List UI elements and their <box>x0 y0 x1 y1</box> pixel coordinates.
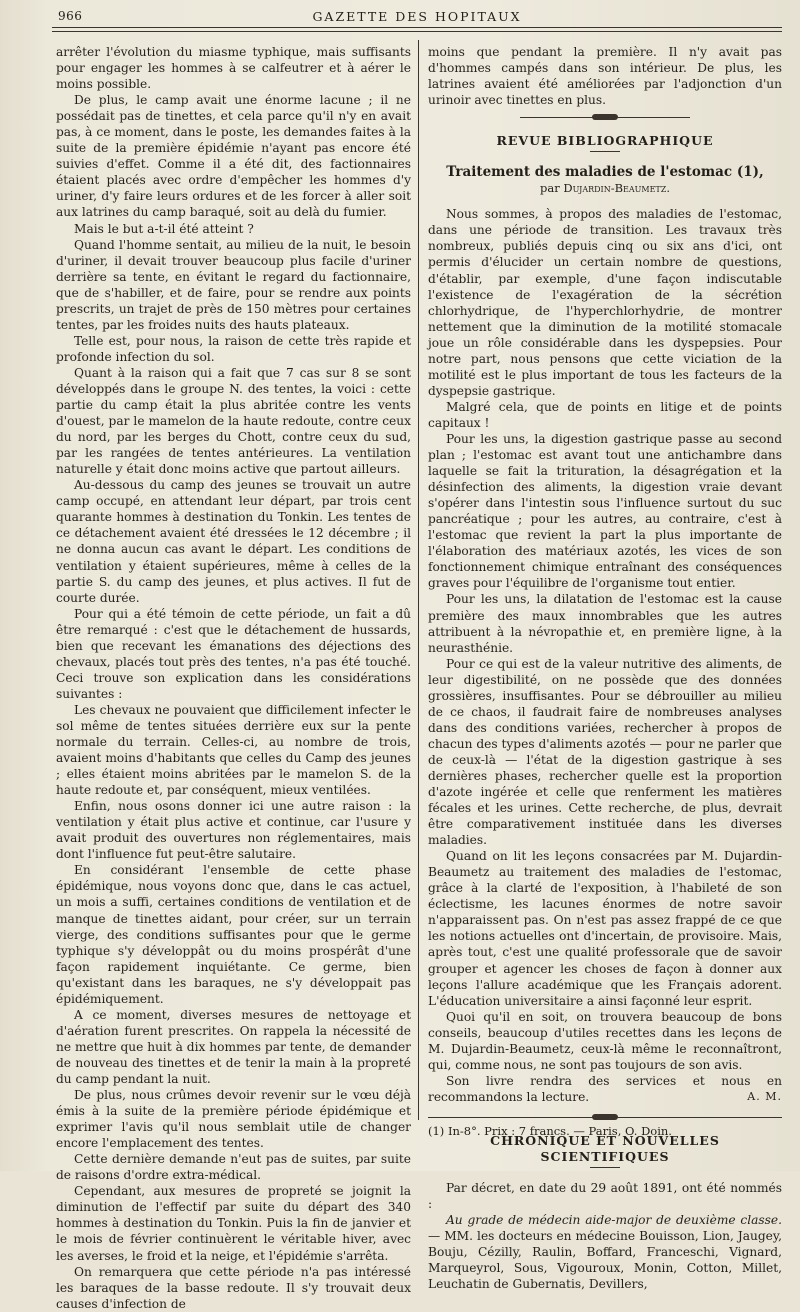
footnote: (1) In-8°. Prix : 7 francs. — Paris, O. Doin. <box>428 1124 672 1138</box>
signature: A. M. <box>747 1089 782 1103</box>
column-divider <box>418 40 419 1120</box>
paragraph: Pour les uns, la dilatation de l'estomac est la cause première des maux innombrables que les autres attribuent à la névropathie et, en première ligne, à la neurasthénie. <box>428 592 782 655</box>
page-number: 966 <box>58 9 83 23</box>
paragraph: Pour ce qui est de la valeur nutritive des aliments, de leur digestibilité, on ne possède que des données grossières, insuffisantes. Pour se débrouiller au milieu de ce chaos, il faudrait faire de nombreuses analyses dans des conditions variées, rechercher à propos de chacun des types d'aliments azotés — pour ne parler que de ceux-là — l'état de la digestion gastrique à ses dernières phases, rechercher quelle est la proportion d'azote ingérée et celle que renferment les matières fécales et les urines. Cette recherche, de plus, devrait être comparativement instituée dans les diverses maladies. <box>428 656 782 848</box>
left-column <box>56 44 411 1312</box>
paragraph: Pour qui a été témoin de cette période, un fait a dû être remarqué : c'est que le détachement de hussards, bien que recevant les émanations des déjections des chevaux, placés tout près des tentes, n'a pas été touché. Ceci trouve son explication dans les considérations suivantes : <box>56 606 411 701</box>
paragraph: Quand l'homme sentait, au milieu de la nuit, le besoin d'uriner, il devait trouver beaucoup plus facile d'uriner derrière sa tente, en évitant le regard du factionnaire, que de s'habiller, et de faire, pour se rendre aux points prescrits, un trajet de près de 150 mètres pour certaines tentes, par les froides nuits des hauts plateaux. <box>56 237 411 332</box>
paragraph: arrêter l'évolution du miasme typhique, mais suffisants pour engager les hommes à se calfeutrer et à aérer le moins possible. <box>56 45 411 92</box>
grade-label: Au grade de médecin aide-major de deuxième classe. <box>446 1213 782 1228</box>
paragraph: De plus, le camp avait une énorme lacune ; il ne possédait pas de tinettes, et cela parce qu'il n'y en avait pas, à ce moment, dans le poste, les demandes faites à la suite de la première épidémie n'ayant pas encore été suivies d'effet. Comme il a été dit, des factionnaires étaient placés avec ordre d'empêcher les hommes d'y uriner, d'y faire leurs ordures et de les forcer à aller soit aux latrines du camp baraqué, soit au delà du fumier. <box>56 93 411 220</box>
paragraph: On remarquera que cette période n'a pas intéressé les baraques de la basse redoute. Il s'y trouvait deux causes d'infection de <box>56 1264 411 1311</box>
right-column <box>428 44 782 1292</box>
paragraph: Pour les uns, la digestion gastrique passe au second plan ; l'estomac est avant tout une antichambre dans laquelle se fait la trituration, la désagrégation et la désinfection des aliments, la digestion vraie devant s'opérer dans l'intestin sous l'influence surtout du suc pancréatique ; pour les autres, au contraire, c'est à l'estomac que revient la part la plus importante de l'élaboration des matériaux azotés, les vices de son fonctionnement chimique entraînant des conséquences graves pour l'équilibre de l'organisme tout entier. <box>428 431 782 591</box>
paragraph: Cependant, aux mesures de propreté se joignit la diminution de l'effectif par suite du départ des 340 hommes à destination du Tonkin. Puis la fin de janvier et le mois de février continuèrent le véritable hiver, avec les averses, le froid et la neige, et l'épidémie s'arrêta. <box>56 1184 411 1263</box>
paragraph: Malgré cela, que de points en litige et de points capitaux ! <box>428 399 782 430</box>
article-byline <box>428 180 782 196</box>
section-heading-chronicle: CHRONIQUE ET NOUVELLES SCIENTIFIQUES <box>490 1132 720 1164</box>
paragraph: De plus, nous crûmes devoir revenir sur le vœu déjà émis à la suite de la première période épidémique et exprimer l'avis qu'il nous semblait utile de changer encore l'emplacement des tentes. <box>56 1088 411 1151</box>
paragraph: moins que pendant la première. Il n'y avait pas d'hommes campés dans son intérieur. De plus, les latrines avaient été améliorées par l'adjonction d'un urinoir avec tinettes en plus. <box>428 45 782 108</box>
section-separator <box>428 113 782 121</box>
paragraph: A ce moment, diverses mesures de nettoyage et d'aération furent prescrites. On rappela la nécessité de ne mettre que huit à dix hommes par tente, de demander de nouveau des tinettes et de tenir la main à la propreté du camp pendant la nuit. <box>56 1007 411 1086</box>
heading-underline <box>590 1167 620 1168</box>
nomination-paragraph <box>428 1212 782 1292</box>
byline-prefix: par <box>540 181 560 196</box>
paragraph: Quoi qu'il en soit, on trouvera beaucoup de bons conseils, beaucoup d'utiles recettes dans les leçons de M. Dujardin-Beaumetz, ceux-là même le reconnaîtront, qui, comme nous, ne sont pas toujours de son avis. <box>428 1009 782 1072</box>
paragraph: Mais le but a-t-il été atteint ? <box>74 221 254 236</box>
paragraph: Enfin, nous osons donner ici une autre raison : la ventilation y était plus active et continue, car l'usure y avait produit des ouvertures non réglementaires, mais dont l'influence fut peut-être salutaire. <box>56 799 411 862</box>
header-rule <box>52 27 782 32</box>
paragraph: En considérant l'ensemble de cette phase épidémique, nous voyons donc que, dans le cas actuel, un mois a suffi, certaines conditions de ventilation et de manque de tinettes aidant, pour créer, sur un terrain vierge, des conditions suffisantes pour que le germe typhique s'y développât ou du moins prospérât d'une façon rapidement inquiétante. Ce germe, bien qu'existant dans les baraques, ne s'y développait pas épidémiquement. <box>56 863 411 1006</box>
paragraph: Telle est, pour nous, la raison de cette très rapide et profonde infection du sol. <box>56 333 411 364</box>
page-header <box>52 4 782 26</box>
paragraph: Par décret, en date du 29 août 1891, ont été nommés : <box>428 1181 782 1212</box>
paragraph-with-signature <box>428 1073 782 1105</box>
paragraph-text: Son livre rendra des services et nous en recommandons la lecture. <box>428 1073 782 1104</box>
paragraph: Cette dernière demande n'eut pas de suites, par suite de raisons d'ordre extra-médical. <box>56 1152 411 1183</box>
footnote-rule <box>428 1117 782 1118</box>
paragraph: Au-dessous du camp des jeunes se trouvait un autre camp occupé, en attendant leur départ, par trois cent quarante hommes à destination du Tonkin. Les tentes de ce détachement avaient été dressées le 12 décembre ; il ne donna aucun cas avant le départ. Les conditions de ventilation y étaient supérieures, même à celles de la partie S. du camp des jeunes, et plus actives. Il fut de courte durée. <box>56 478 411 605</box>
paragraph: Nous sommes, à propos des maladies de l'estomac, dans une période de transition. Les travaux très nombreux, publiés depuis cinq ou six ans d'ici, ont permis d'élucider un certain nombre de questions, d'établir, par exemple, d'une façon indiscutable l'existence de l'exagération de la sécrétion chlorhydrique, de l'hyperchlorhydrie, de montrer nettement que la diminution de la motilité stomacale joue un rôle considérable dans les dyspepsies. Pour notre part, nous pensons que cette viciation de la motilité est le plus important de tous les facteurs de la dyspepsie gastrique. <box>428 207 782 398</box>
section-heading-review: REVUE BIBLIOGRAPHIQUE <box>496 133 714 149</box>
running-title: GAZETTE DES HOPITAUX <box>312 9 522 24</box>
paragraph: Les chevaux ne pouvaient que difficilement infecter le sol même de tentes situées derrière eux sur la pente normale du terrain. Celles-ci, au nombre de trois, avaient moins d'habitants que celles du Camp des jeunes ; elles étaient moins abritées par le mamelon S. de la haute redoute et, par conséquent, mieux ventilées. <box>56 702 411 798</box>
byline-author: Dujardin-Beaumetz. <box>563 181 670 196</box>
paragraph: Quant à la raison qui a fait que 7 cas sur 8 se sont développés dans le groupe N. des tentes, la voici : cette partie du camp était la plus abritée contre les vents d'ouest, par le mamelon de la haute redoute, contre ceux du nord, par les berges du Chott, contre ceux du sud, par les rangées de tentes antérieures. La ventilation naturelle y était donc moins active que partout ailleurs. <box>56 365 411 477</box>
article-title: Traitement des maladies de l'estomac (1), <box>446 164 764 181</box>
nomination-names: — MM. les docteurs en médecine Bouisson, Lion, Jaugey, Bouju, Cézilly, Raulin, Boffard, Franceschi, Vignard, Marqueyrol, Sous, Vigouroux, Monin, Cotton, Millet, Leuchatin de Gubernatis, Devillers, <box>428 1229 782 1292</box>
paragraph: Quand on lit les leçons consacrées par M. Dujardin-Beaumetz au traitement des maladies de l'estomac, grâce à la clarté de l'exposition, à l'habileté de son éclectisme, les lacunes énormes de notre savoir n'apparaissent pas. On n'est pas assez frappé de ce que les notions actuelles ont d'incertain, de provisoire. Mais, après tout, c'est une qualité professorale que de savoir grouper et agencer les choses de façon à donner aux leçons l'allure académique que les Français adorent. L'éducation universitaire a ainsi façonné leur esprit. <box>428 849 782 1008</box>
heading-underline <box>590 151 620 152</box>
